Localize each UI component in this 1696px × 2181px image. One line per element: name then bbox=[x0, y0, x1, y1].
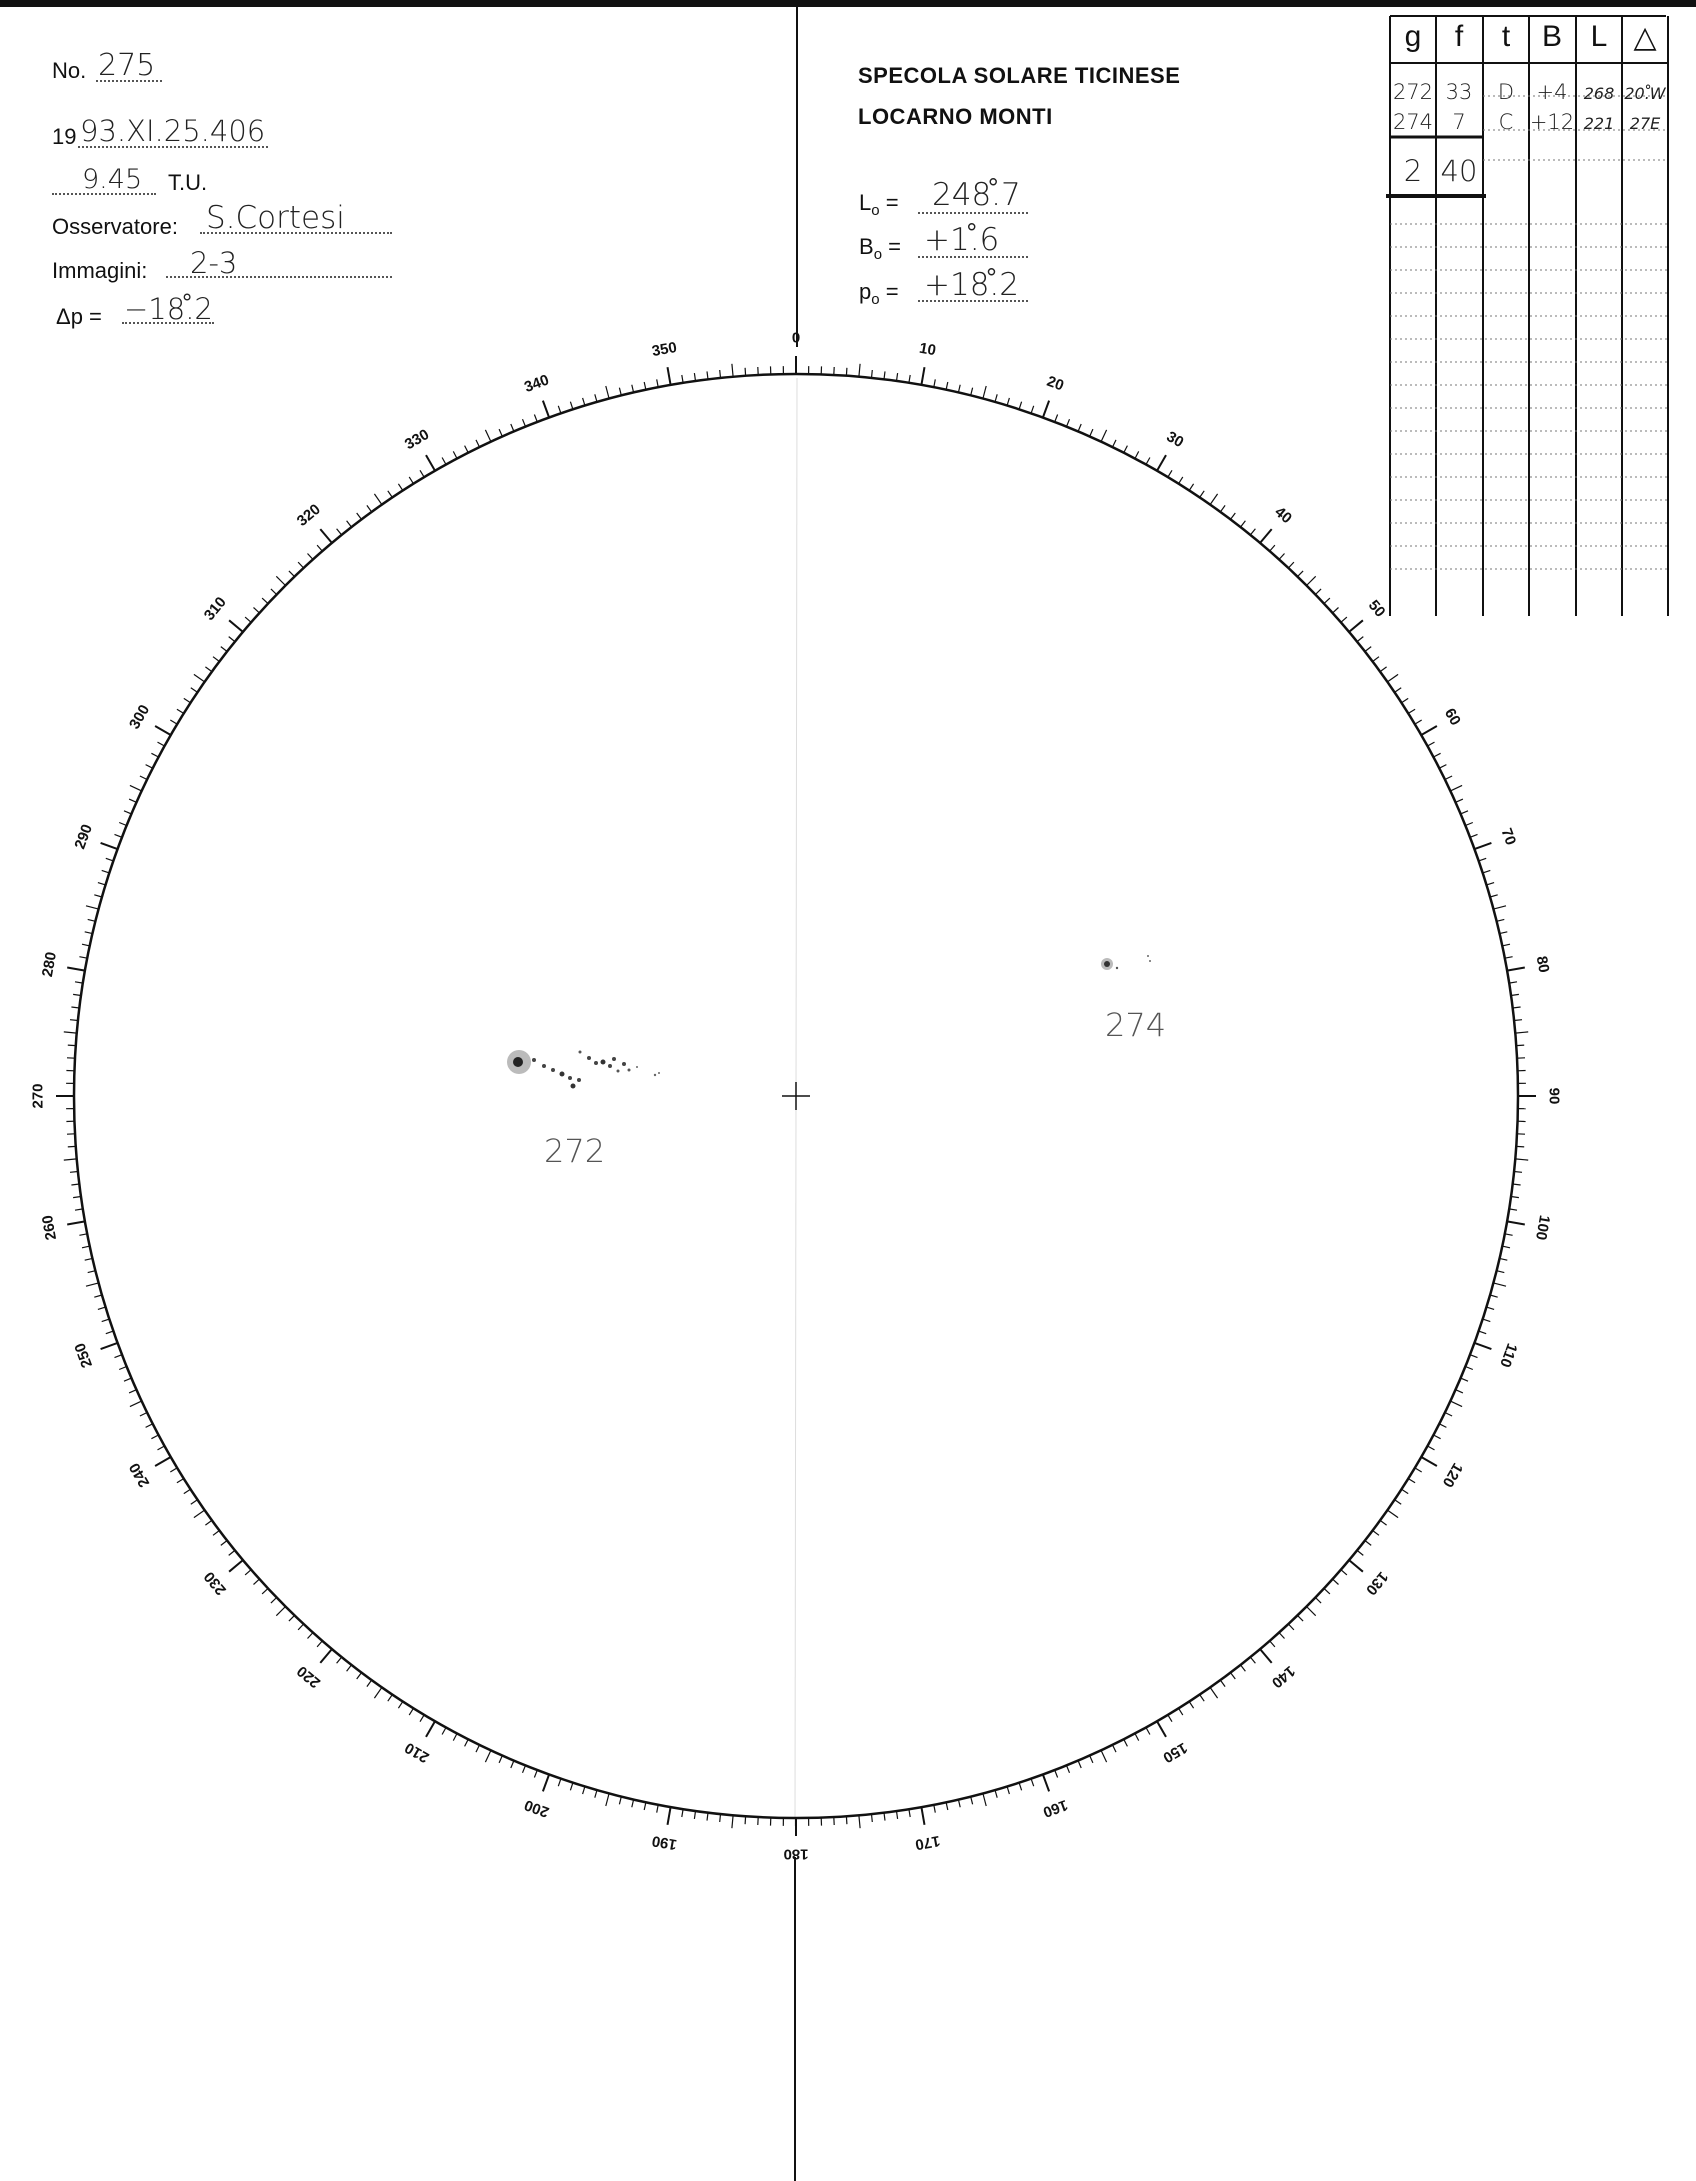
table-header-B: B bbox=[1541, 20, 1562, 53]
observer-label: Osservatore: bbox=[52, 214, 178, 239]
tick-label-330: 330 bbox=[401, 425, 433, 454]
tick-label-150: 150 bbox=[1159, 1738, 1191, 1767]
tick-label-0: 0 bbox=[791, 329, 801, 347]
table-cell-r1-g: 272 bbox=[1392, 80, 1434, 104]
tick-label-310: 310 bbox=[200, 593, 230, 624]
table-total-groups: 2 bbox=[1403, 154, 1423, 188]
observer-value: S.Cortesi bbox=[206, 200, 345, 236]
delta-p-value: −18.̊2 bbox=[124, 292, 213, 326]
images-label: Immagini: bbox=[52, 258, 148, 283]
tick-label-210: 210 bbox=[401, 1738, 433, 1767]
time-unit: T.U. bbox=[168, 170, 208, 195]
tick-label-240: 240 bbox=[125, 1459, 154, 1491]
p0-label: $p_o$ = bbox=[859, 279, 899, 308]
table-cell-r2-g: 274 bbox=[1392, 110, 1434, 134]
table-cell-r1-f: 33 bbox=[1445, 80, 1473, 104]
tick-label-190: 190 bbox=[650, 1831, 679, 1854]
date-value: 93.XI.25.406 bbox=[80, 114, 266, 148]
B0-letter: B bbox=[859, 234, 874, 259]
tick-label-140: 140 bbox=[1268, 1662, 1299, 1692]
tick-label-90: 90 bbox=[1545, 1087, 1563, 1105]
number-value: 275 bbox=[98, 48, 156, 83]
sunspot-group-272 bbox=[507, 1050, 660, 1089]
table-header-t: t bbox=[1501, 20, 1511, 53]
B0-subscript: o bbox=[873, 246, 883, 263]
observatory-name: SPECOLA SOLARE TICINESE bbox=[858, 63, 1181, 88]
tick-label-130: 130 bbox=[1362, 1568, 1392, 1599]
table-header-f: f bbox=[1454, 20, 1464, 53]
tick-label-250: 250 bbox=[71, 1340, 96, 1370]
images-value: 2-3 bbox=[190, 246, 238, 280]
time-value: 9.45 bbox=[82, 164, 143, 195]
L0-letter: L bbox=[859, 190, 872, 215]
tick-label-280: 280 bbox=[38, 950, 61, 979]
L0-value: 248.̊7 bbox=[932, 177, 1021, 213]
p0-subscript: o bbox=[871, 291, 880, 308]
tick-label-60: 60 bbox=[1440, 705, 1464, 729]
delta-p-label: Δp = bbox=[56, 304, 102, 329]
tick-label-340: 340 bbox=[522, 371, 552, 396]
group-label-274: 274 bbox=[1105, 1006, 1167, 1044]
L0-subscript: o bbox=[871, 202, 880, 219]
table-cell-r2-t: C bbox=[1498, 110, 1514, 134]
tick-label-170: 170 bbox=[913, 1831, 942, 1854]
tick-label-20: 20 bbox=[1044, 372, 1067, 395]
tick-label-80: 80 bbox=[1532, 954, 1553, 975]
group-label-272: 272 bbox=[544, 1132, 606, 1170]
table-total-spots: 40 bbox=[1440, 154, 1478, 188]
tick-label-350: 350 bbox=[650, 338, 679, 361]
tick-label-200: 200 bbox=[522, 1796, 552, 1821]
tick-label-220: 220 bbox=[293, 1662, 324, 1692]
tick-label-290: 290 bbox=[71, 822, 96, 852]
tick-label-70: 70 bbox=[1497, 825, 1520, 848]
table-header-L: L bbox=[1590, 20, 1608, 53]
table-cell-r1-delta: 20.̊W bbox=[1624, 84, 1666, 103]
observatory-location: LOCARNO MONTI bbox=[858, 104, 1053, 129]
table-cell-r2-L: 221 bbox=[1583, 114, 1615, 133]
number-label: No. bbox=[52, 58, 87, 83]
table-cell-r1-t: D bbox=[1497, 80, 1515, 104]
B0-value: +1.̊6 bbox=[924, 222, 1000, 258]
p0-letter: p bbox=[859, 279, 872, 304]
tick-label-230: 230 bbox=[200, 1568, 230, 1599]
date-prefix: 19 bbox=[52, 124, 77, 149]
tick-label-110: 110 bbox=[1496, 1341, 1521, 1370]
tick-label-120: 120 bbox=[1438, 1459, 1467, 1491]
sunspot-group-274 bbox=[1101, 955, 1151, 970]
tick-label-160: 160 bbox=[1040, 1796, 1070, 1821]
table-cell-r2-delta: 27E bbox=[1629, 114, 1661, 133]
tick-label-320: 320 bbox=[293, 500, 324, 530]
tick-label-180: 180 bbox=[783, 1845, 809, 1863]
p0-value: +18.̊2 bbox=[924, 267, 1019, 303]
table-cell-r2-B: +12 bbox=[1529, 110, 1575, 134]
tick-label-40: 40 bbox=[1271, 503, 1296, 528]
table-cell-r1-B: +4 bbox=[1536, 80, 1568, 104]
tick-label-100: 100 bbox=[1531, 1213, 1554, 1242]
table-header-delta: △ bbox=[1633, 21, 1657, 54]
tick-label-260: 260 bbox=[38, 1213, 61, 1242]
table-header-g: g bbox=[1404, 20, 1422, 53]
table-cell-r2-f: 7 bbox=[1452, 110, 1466, 134]
L0-label: $L_o$ = bbox=[859, 190, 899, 219]
tick-label-30: 30 bbox=[1163, 428, 1187, 452]
tick-label-50: 50 bbox=[1364, 596, 1389, 621]
table-cell-r1-L: 268 bbox=[1583, 84, 1615, 103]
B0-label: $B_o$ = bbox=[859, 234, 901, 263]
tick-label-270: 270 bbox=[29, 1083, 47, 1109]
tick-label-300: 300 bbox=[125, 701, 154, 733]
tick-label-10: 10 bbox=[917, 339, 938, 360]
